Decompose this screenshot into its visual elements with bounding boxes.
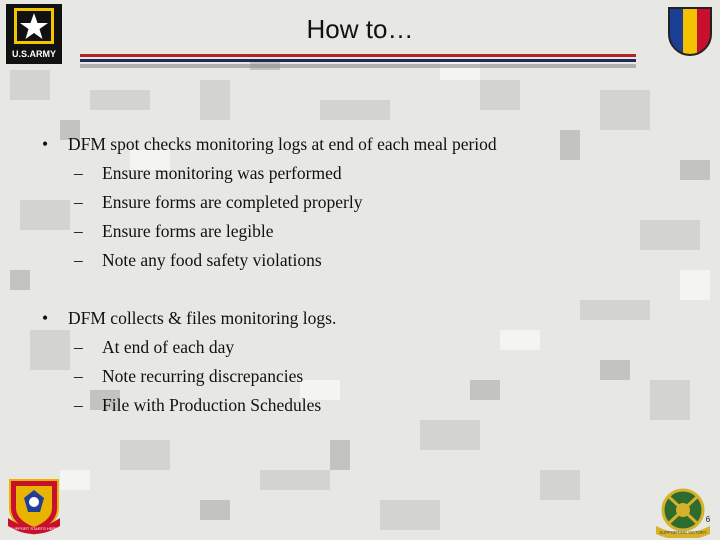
dash-marker: –	[74, 395, 83, 415]
dash-marker: –	[74, 366, 83, 386]
sub-bullet-item	[74, 159, 682, 188]
dash-marker: –	[74, 250, 83, 270]
sub-bullet-item	[74, 246, 682, 275]
bullet-item	[42, 130, 682, 159]
insignia-ribbon-text: SUPPORTING VICTORY	[659, 530, 707, 535]
sub-bullet-item	[74, 333, 682, 362]
slide-body	[42, 130, 682, 420]
dash-marker: –	[74, 163, 83, 183]
sub-bullet-item	[74, 217, 682, 246]
sub-bullet-item	[74, 188, 682, 217]
quartermaster-insignia-icon	[652, 486, 714, 538]
bullet-marker: •	[42, 308, 49, 328]
bullet-item	[42, 304, 682, 333]
title-divider	[80, 54, 636, 70]
sub-bullet-text: Ensure forms are legible	[102, 221, 274, 241]
bullet-marker: •	[42, 134, 49, 154]
sub-bullet-text: Note recurring discrepancies	[102, 366, 304, 386]
dash-marker: –	[74, 192, 83, 212]
bullet-text: DFM collects & files monitoring logs.	[68, 308, 337, 328]
sub-bullet-item	[74, 391, 682, 420]
slide-title: How to…	[306, 14, 414, 44]
sub-bullet-text: Ensure monitoring was performed	[102, 163, 342, 183]
sub-bullet-text: At end of each day	[102, 337, 235, 357]
page-number: 6	[705, 515, 711, 524]
insignia-ribbon-text: SUPPORT STARTS HERE	[10, 526, 58, 531]
support-insignia-icon	[4, 474, 64, 536]
sub-bullet-text: File with Production Schedules	[102, 395, 322, 415]
sub-bullet-text: Note any food safety violations	[102, 250, 322, 270]
dash-marker: –	[74, 221, 83, 241]
bullet-text: DFM spot checks monitoring logs at end of each meal period	[68, 134, 497, 154]
dash-marker: –	[74, 337, 83, 357]
sub-bullet-item	[74, 362, 682, 391]
army-logo-text: U.S.ARMY	[11, 49, 57, 59]
sub-bullet-text: Ensure forms are completed properly	[102, 192, 363, 212]
